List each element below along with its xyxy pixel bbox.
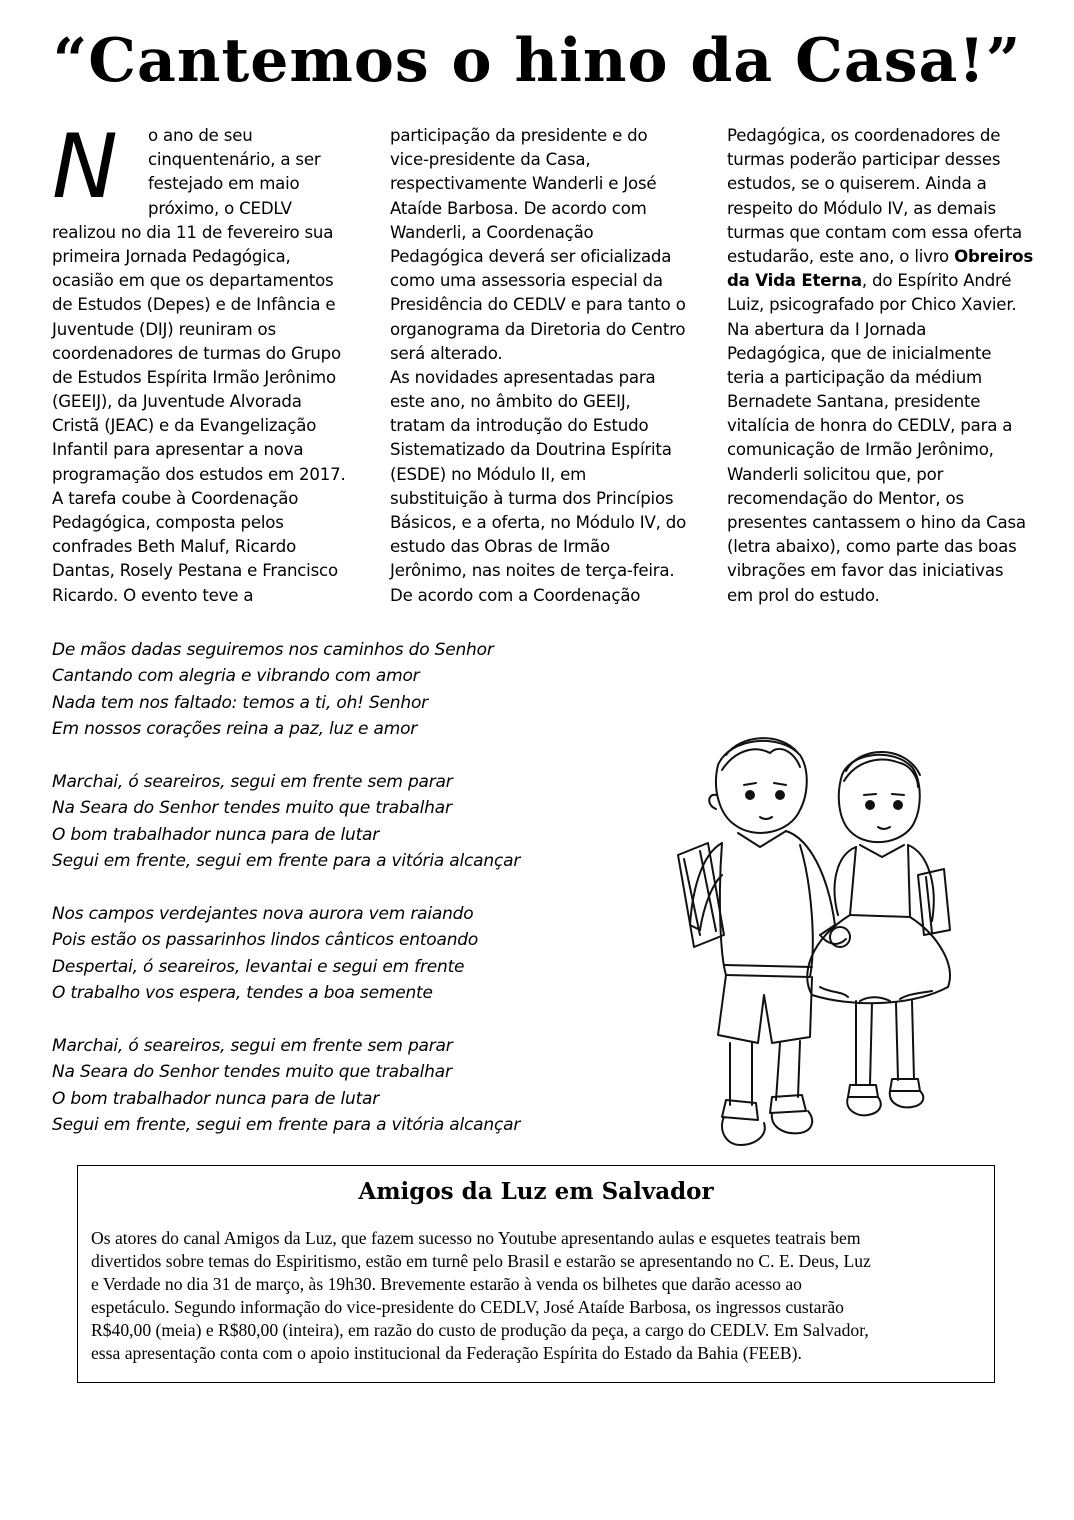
announcement-line: essa apresentação conta com o apoio institucional da Federação Espírita do Estado da Bahia (FEEB).: [91, 1343, 802, 1363]
article-line: (ESDE) no Módulo II, em: [390, 464, 587, 484]
article-line: teria a participação da médium: [727, 367, 983, 387]
hymn-line: O bom trabalhador nunca para de lutar: [52, 824, 380, 845]
article-line: A tarefa coube à Coordenação: [52, 488, 299, 508]
article-line: estudarão, este ano, o livro Obreiros: [727, 246, 1034, 266]
article-column-2: [390, 124, 688, 608]
article-line: realizou no dia 11 de fevereiro sua: [52, 222, 334, 242]
hymn-line: O trabalho vos espera, tendes a boa semente: [52, 983, 433, 1004]
article-line: De acordo com a Coordenação: [390, 585, 641, 605]
article-line: Jerônimo, nas noites de terça-feira.: [390, 561, 675, 581]
article-line: substituição à turma dos Princípios: [390, 488, 674, 508]
announcement-line: e Verdade no dia 31 de março, às 19h30. Brevemente estarão à venda os bilhetes que darão acesso ao: [91, 1274, 802, 1294]
article-line: (GEEIJ), da Juventude Alvorada: [52, 392, 302, 412]
hymn-line: Marchai, ó seareiros, segui em frente sem parar: [52, 772, 453, 793]
announcement-body: [91, 1227, 987, 1365]
article-line: o ano de seu: [148, 126, 253, 145]
article-line: será alterado.: [390, 343, 503, 363]
article-line: estudo das Obras de Irmão: [390, 537, 610, 557]
book-title: Obreiros: [954, 246, 1034, 266]
article-line: Na abertura da I Jornada: [727, 319, 927, 339]
hymn-line: Em nossos corações reina a paz, luz e amor: [52, 719, 418, 740]
hymn-verse: [52, 769, 652, 875]
hymn-line: Nos campos verdejantes nova aurora vem raiando: [52, 904, 474, 925]
article-line: turmas poderão participar desses: [727, 150, 1001, 170]
hymn-line: Despertai, ó seareiros, levantai e segui em frente: [52, 956, 465, 977]
article-line: Cristã (JEAC) e da Evangelização: [52, 416, 317, 436]
article-line: em prol do estudo.: [727, 585, 880, 605]
article-column-1: [52, 115, 350, 608]
announcement-line: R$40,00 (meia) e R$80,00 (inteira), em razão do custo de produção da peça, a cargo do CEDLV. Em Salvador,: [91, 1320, 869, 1340]
article-line: As novidades apresentadas para: [390, 367, 656, 387]
announcement-line: Os atores do canal Amigos da Luz, que fazem sucesso no Youtube apresentando aulas e esquetes teatrais bem: [91, 1228, 861, 1248]
article-line: de Estudos (Depes) e de Infância e: [52, 295, 336, 315]
article-line: de Estudos Espírita Irmão Jerônimo: [52, 367, 336, 387]
article-line: respectivamente Wanderli e José: [390, 174, 657, 194]
hymn-lyrics: [52, 637, 652, 1165]
hymn-line: O bom trabalhador nunca para de lutar: [52, 1088, 380, 1109]
article-line: próximo, o CEDLV: [148, 198, 292, 218]
article-line: vibrações em favor das iniciativas: [727, 561, 1004, 581]
article-line: confrades Beth Maluf, Ricardo: [52, 537, 297, 557]
article-line: vice-presidente da Casa,: [390, 150, 591, 170]
headline: “Cantemos o hino da Casa!”: [52, 26, 1022, 96]
article-line: Juventude (DIJ) reuniram os: [52, 319, 276, 339]
article-line: comunicação de Irmão Jerônimo,: [727, 440, 994, 460]
book-title: da Vida Eterna: [727, 271, 862, 291]
hymn-verse: [52, 901, 652, 1007]
article-line: Dantas, Rosely Pestana e Francisco: [52, 561, 338, 581]
article-line: organograma da Diretoria do Centro: [390, 319, 686, 339]
article-line: Pedagógica deverá ser oficializada: [390, 246, 672, 266]
article-line: Sistematizado da Doutrina Espírita: [390, 440, 672, 460]
hymn-line: Segui em frente, segui em frente para a vitória alcançar: [52, 1115, 521, 1136]
article-line: Luiz, psicografado por Chico Xavier.: [727, 295, 1017, 315]
article-column-3: [727, 124, 1034, 608]
hymn-line: Na Seara do Senhor tendes muito que trabalhar: [52, 1062, 452, 1083]
article-line: vitalícia de honra do CEDLV, para a: [727, 416, 1013, 436]
article-line: Pedagógica, os coordenadores de: [727, 126, 1001, 145]
article-line: Bernadete Santana, presidente: [727, 392, 981, 412]
announcement-box: [77, 1165, 995, 1383]
article-line: primeira Jornada Pedagógica,: [52, 246, 291, 266]
announcement-line: divertidos sobre temas do Espiritismo, estão em turnê pelo Brasil e estarão se apresentando no C. E. Deus, Luz: [91, 1251, 871, 1271]
article-line: Pedagógica, que de inicialmente: [727, 343, 992, 363]
article-line: programação dos estudos em 2017.: [52, 464, 346, 484]
hymn-line: Segui em frente, segui em frente para a vitória alcançar: [52, 851, 521, 872]
article-line: da Vida Eterna, do Espírito André: [727, 271, 1012, 291]
hymn-line: Pois estão os passarinhos lindos cânticos entoando: [52, 930, 479, 951]
article-line: respeito do Módulo IV, as demais: [727, 198, 996, 218]
article-line: ocasião em que os departamentos: [52, 271, 334, 291]
article-line: cinquentenário, a ser: [148, 150, 321, 170]
article-line: coordenadores de turmas do Grupo: [52, 343, 341, 363]
announcement-title: Amigos da Luz em Salvador: [358, 1178, 714, 1205]
article-line: Wanderli solicitou que, por: [727, 464, 944, 484]
hymn-verse: [52, 1033, 652, 1139]
article-line: Ricardo. O evento teve a: [52, 585, 254, 605]
article-line: Presidência do CEDLV e para tanto o: [390, 295, 686, 315]
article-line: Infantil para apresentar a nova: [52, 440, 304, 460]
article-line: Wanderli, a Coordenação: [390, 222, 594, 242]
article-line: como uma assessoria especial da: [390, 271, 663, 291]
hymn-line: Cantando com alegria e vibrando com amor: [52, 666, 420, 687]
hymn-line: Na Seara do Senhor tendes muito que trabalhar: [52, 798, 452, 819]
article-line: presentes cantassem o hino da Casa: [727, 513, 1026, 532]
article-line: participação da presidente e do: [390, 126, 648, 145]
article-line: tratam da introdução do Estudo: [390, 416, 649, 436]
hymn-verse: [52, 637, 652, 743]
article-line: recomendação do Mentor, os: [727, 488, 964, 508]
article-line: este ano, no âmbito do GEEIJ,: [390, 392, 631, 412]
article-line: estudos, se o quiserem. Ainda a: [727, 174, 987, 194]
article-line: Pedagógica, composta pelos: [52, 513, 284, 532]
hymn-line: Nada tem nos faltado: temos a ti, oh! Senhor: [52, 692, 428, 713]
drop-cap: N: [52, 115, 118, 218]
article-line: Ataíde Barbosa. De acordo com: [390, 198, 647, 218]
hymn-line: De mãos dadas seguiremos nos caminhos do Senhor: [52, 640, 494, 660]
children-holding-hands-with-books-line-drawing-icon: [660, 725, 960, 1155]
hymn-line: Marchai, ó seareiros, segui em frente sem parar: [52, 1036, 453, 1057]
article-line: festejado em maio: [148, 174, 300, 194]
announcement-line: espetáculo. Segundo informação do vice-presidente do CEDLV, José Ataíde Barbosa, os ingressos custarão: [91, 1297, 844, 1317]
article-line: turmas que contam com essa oferta: [727, 222, 1023, 242]
article-line: Básicos, e a oferta, no Módulo IV, do: [390, 513, 687, 532]
article-line: (letra abaixo), como parte das boas: [727, 537, 1017, 557]
